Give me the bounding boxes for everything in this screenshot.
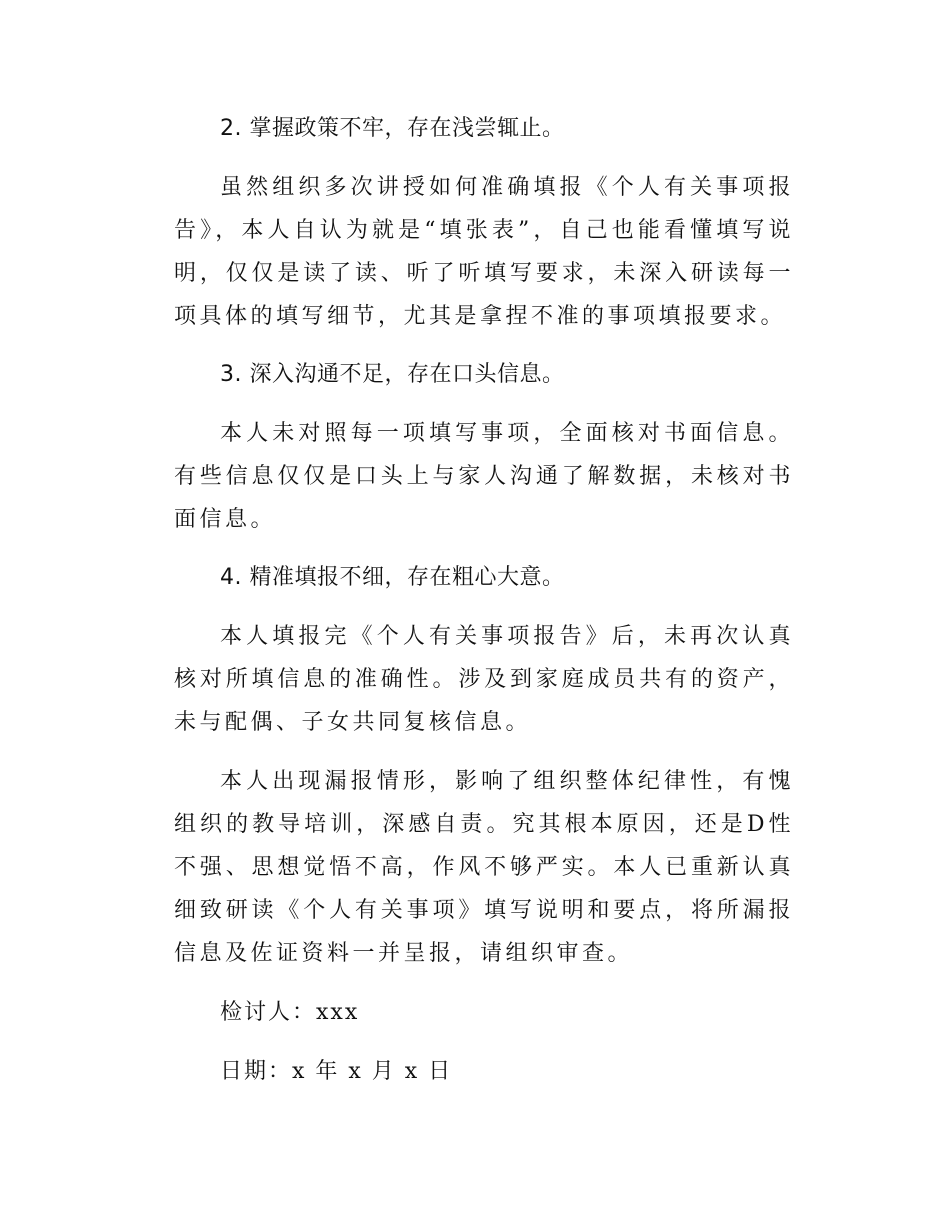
section-heading-3: 3. 深入沟通不足，存在口头信息。 <box>220 362 565 387</box>
conclusion-paragraph: 本人出现漏报情形，影响了组织整体纪律性，有愧组织的教导培训，深感自责。究其根本原因，还是D性不强、思想觉悟不高，作风不够严实。本人已重新认真细致研读《个人有关事项》填写说明和要点，将所漏报信息及佐证资料一并呈报，请组织审查。 <box>174 769 794 966</box>
signature-date: 日期：x 年 x 月 x 日 <box>220 1059 453 1084</box>
section-2-paragraph: 虽然组织多次讲授如何准确填报《个人有关事项报告》，本人自认为就是“填张表”，自己也能看懂填写说明，仅仅是读了读、听了听填写要求，未深入研读每一项具体的填写细节，尤其是拿捏不准的事项填报要求。 <box>174 175 794 329</box>
section-heading-2: 2. 掌握政策不牢，存在浅尝辄止。 <box>220 116 565 141</box>
section-3-paragraph: 本人未对照每一项填写事项，全面核对书面信息。有些信息仅仅是口头上与家人沟通了解数据，未核对书面信息。 <box>174 421 794 532</box>
section-4-paragraph: 本人填报完《个人有关事项报告》后，未再次认真核对所填信息的准确性。涉及到家庭成员共有的资产，未与配偶、子女共同复核信息。 <box>174 624 794 735</box>
document-body <box>174 108 794 1109</box>
section-heading-4: 4. 精准填报不细，存在粗心大意。 <box>220 565 565 590</box>
reviewer-signature: 检讨人：xxx <box>220 1000 360 1025</box>
